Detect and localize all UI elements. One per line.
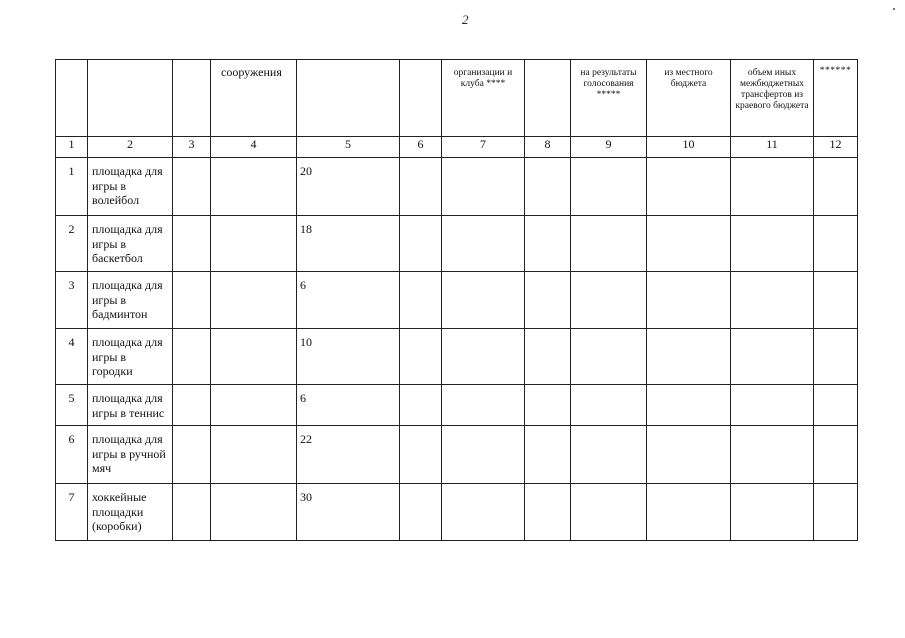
scan-speck bbox=[893, 8, 895, 10]
facility-value: 6 bbox=[297, 385, 400, 426]
header-cell-6 bbox=[400, 60, 442, 137]
column-number: 11 bbox=[731, 137, 814, 158]
facility-value: 30 bbox=[297, 484, 400, 541]
header-cell-12: ****** bbox=[814, 60, 858, 137]
column-number: 2 bbox=[88, 137, 173, 158]
facility-value: 10 bbox=[297, 329, 400, 385]
facility-name: хоккейные площадки (коробки) bbox=[88, 484, 173, 541]
facility-name: площадка для игры в теннис bbox=[88, 385, 173, 426]
header-cell-1 bbox=[56, 60, 88, 137]
row-number: 7 bbox=[56, 484, 88, 541]
row-number: 2 bbox=[56, 216, 88, 272]
table-row bbox=[56, 329, 858, 385]
column-number: 7 bbox=[442, 137, 525, 158]
header-cell-9: на результаты голосования ***** bbox=[571, 60, 647, 137]
facility-name: площадка для игры в баскетбол bbox=[88, 216, 173, 272]
column-number: 3 bbox=[173, 137, 211, 158]
facility-name: площадка для игры в городки bbox=[88, 329, 173, 385]
facility-value: 20 bbox=[297, 158, 400, 216]
column-number: 1 bbox=[56, 137, 88, 158]
column-number: 10 bbox=[647, 137, 731, 158]
facility-value: 6 bbox=[297, 272, 400, 329]
header-cell-2 bbox=[88, 60, 173, 137]
header-cell-5 bbox=[297, 60, 400, 137]
column-number-row bbox=[56, 137, 858, 158]
header-cell-11: объем иных межбюджетных трансфертов из краевого бюджета bbox=[731, 60, 814, 137]
header-cell-3 bbox=[173, 60, 211, 137]
column-number: 4 bbox=[211, 137, 297, 158]
row-number: 4 bbox=[56, 329, 88, 385]
header-cell-4: сооружения bbox=[211, 60, 297, 137]
row-number: 5 bbox=[56, 385, 88, 426]
row-number: 1 bbox=[56, 158, 88, 216]
table-row bbox=[56, 484, 858, 541]
data-table bbox=[55, 59, 858, 541]
table-row bbox=[56, 158, 858, 216]
facility-name: площадка для игры в бадминтон bbox=[88, 272, 173, 329]
facility-value: 22 bbox=[297, 426, 400, 484]
column-number: 6 bbox=[400, 137, 442, 158]
column-number: 9 bbox=[571, 137, 647, 158]
column-number: 12 bbox=[814, 137, 858, 158]
column-number: 8 bbox=[525, 137, 571, 158]
header-cell-8 bbox=[525, 60, 571, 137]
facility-name: площадка для игры в волейбол bbox=[88, 158, 173, 216]
row-number: 3 bbox=[56, 272, 88, 329]
header-cell-7: организации и клуба **** bbox=[442, 60, 525, 137]
table-row bbox=[56, 272, 858, 329]
table-row bbox=[56, 426, 858, 484]
page-number: 2 bbox=[462, 12, 469, 27]
header-row bbox=[56, 60, 858, 137]
table-row bbox=[56, 216, 858, 272]
row-number: 6 bbox=[56, 426, 88, 484]
facility-value: 18 bbox=[297, 216, 400, 272]
facility-name: площадка для игры в ручной мяч bbox=[88, 426, 173, 484]
header-cell-10: из местного бюджета bbox=[647, 60, 731, 137]
table-row bbox=[56, 385, 858, 426]
column-number: 5 bbox=[297, 137, 400, 158]
